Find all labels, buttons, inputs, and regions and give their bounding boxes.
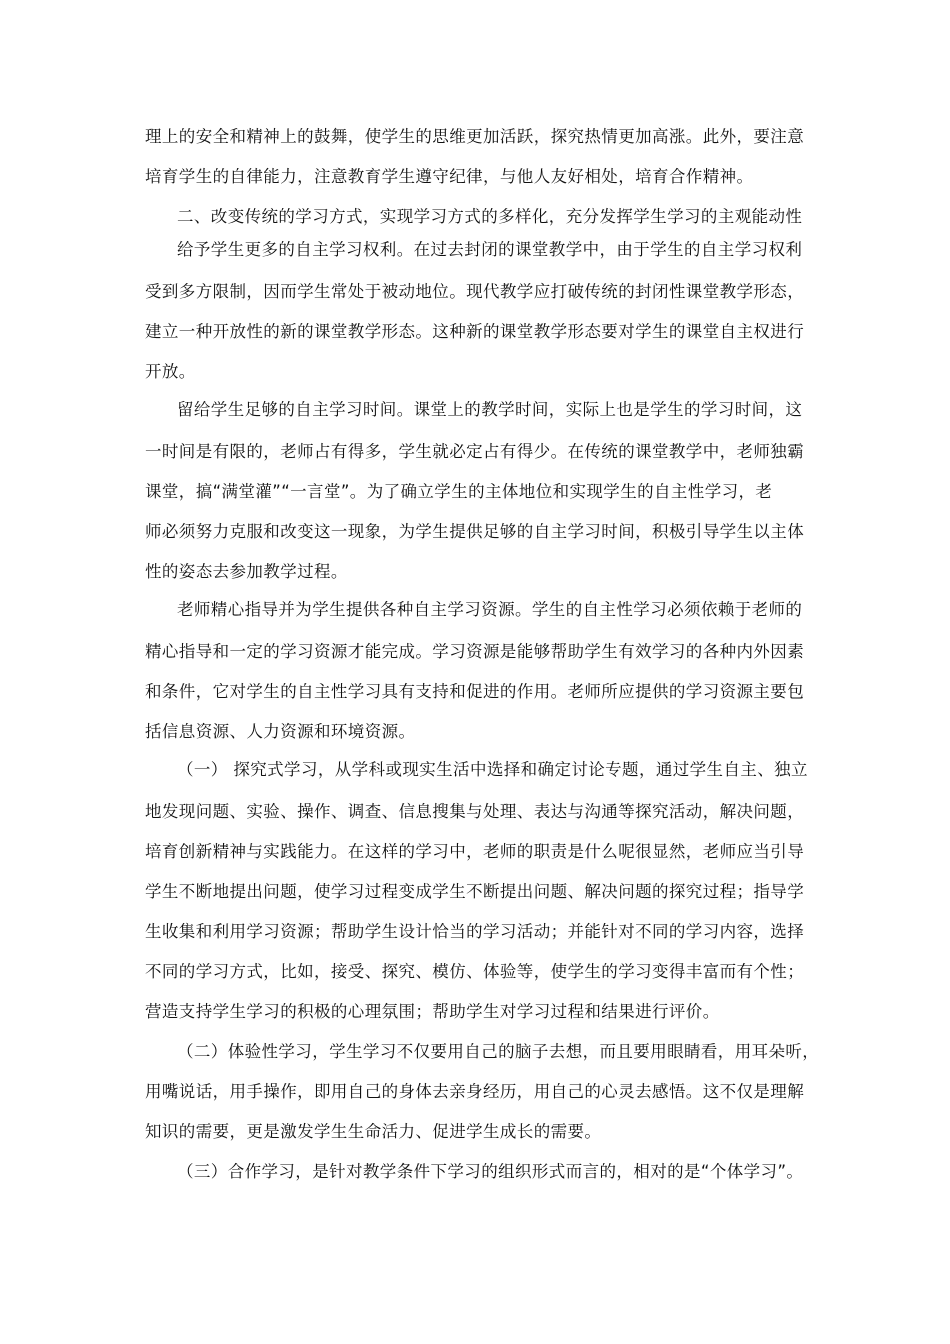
text-line: 生收集和利用学习资源；帮助学生设计恰当的学习活动；并能针对不同的学习内容，选择 <box>145 922 805 941</box>
text-line: 受到多方限制，因而学生常处于被动地位。现代教学应打破传统的封闭性课堂教学形态， <box>145 282 805 301</box>
text-line: （二）体验性学习，学生学习不仅要用自己的脑子去想，而且要用眼睛看，用耳朵听， <box>177 1042 820 1061</box>
text-line: 课堂，搞“满堂灌”“一言堂”。为了确立学生的主体地位和实现学生的自主性学习，老 <box>145 482 773 501</box>
text-line: 性的姿态去参加教学过程。 <box>145 562 348 581</box>
text-line: 用嘴说话，用手操作，即用自己的身体去亲身经历，用自己的心灵去感悟。这不仅是理解 <box>145 1082 805 1101</box>
text-line: 和条件，它对学生的自主性学习具有支持和促进的作用。老师所应提供的学习资源主要包 <box>145 682 805 701</box>
text-line: 精心指导和一定的学习资源才能完成。学习资源是能够帮助学生有效学习的各种内外因素 <box>145 642 805 661</box>
text-line: 培育学生的自律能力，注意教育学生遵守纪律，与他人友好相处，培育合作精神。 <box>145 167 754 186</box>
text-line: 学生不断地提出问题，使学习过程变成学生不断提出问题、解决问题的探究过程；指导学 <box>145 882 805 901</box>
text-line: （三）合作学习，是针对教学条件下学习的组织形式而言的，相对的是“个体学习”。 <box>177 1162 804 1181</box>
text-line: 给予学生更多的自主学习权利。在过去封闭的课堂教学中，由于学生的自主学习权利 <box>177 240 803 259</box>
section-heading: 二、改变传统的学习方式，实现学习方式的多样化，充分发挥学生学习的主观能动性 <box>177 207 803 226</box>
text-line: 培育创新精神与实践能力。在这样的学习中，老师的职责是什么呢很显然，老师应当引导 <box>145 842 805 861</box>
text-line: 理上的安全和精神上的鼓舞，使学生的思维更加活跃，探究热情更加高涨。此外，要注意 <box>145 127 805 146</box>
text-line: （一） 探究式学习，从学科或现实生活中选择和确定讨论专题，通过学生自主、独立 <box>177 760 808 779</box>
text-line: 不同的学习方式，比如，接受、探究、模仿、体验等，使学生的学习变得丰富而有个性； <box>145 962 805 981</box>
text-line: 建立一种开放性的新的课堂教学形态。这种新的课堂教学形态要对学生的课堂自主权进行 <box>145 322 805 341</box>
text-line: 开放。 <box>145 362 196 381</box>
text-line: 地发现问题、实验、操作、调查、信息搜集与处理、表达与沟通等探究活动，解决问题， <box>145 802 805 821</box>
text-line: 一时间是有限的，老师占有得多，学生就必定占有得少。在传统的课堂教学中，老师独霸 <box>145 442 805 461</box>
text-line: 括信息资源、人力资源和环境资源。 <box>145 722 416 741</box>
text-line: 师必须努力克服和改变这一现象，为学生提供足够的自主学习时间，积极引导学生以主体 <box>145 522 805 541</box>
text-line: 知识的需要，更是激发学生生命活力、促进学生成长的需要。 <box>145 1122 602 1141</box>
text-line: 老师精心指导并为学生提供各种自主学习资源。学生的自主性学习必须依赖于老师的 <box>177 600 803 619</box>
text-line: 留给学生足够的自主学习时间。课堂上的教学时间，实际上也是学生的学习时间，这 <box>177 400 803 419</box>
text-line: 营造支持学生学习的积极的心理氛围；帮助学生对学习过程和结果进行评价。 <box>145 1002 720 1021</box>
